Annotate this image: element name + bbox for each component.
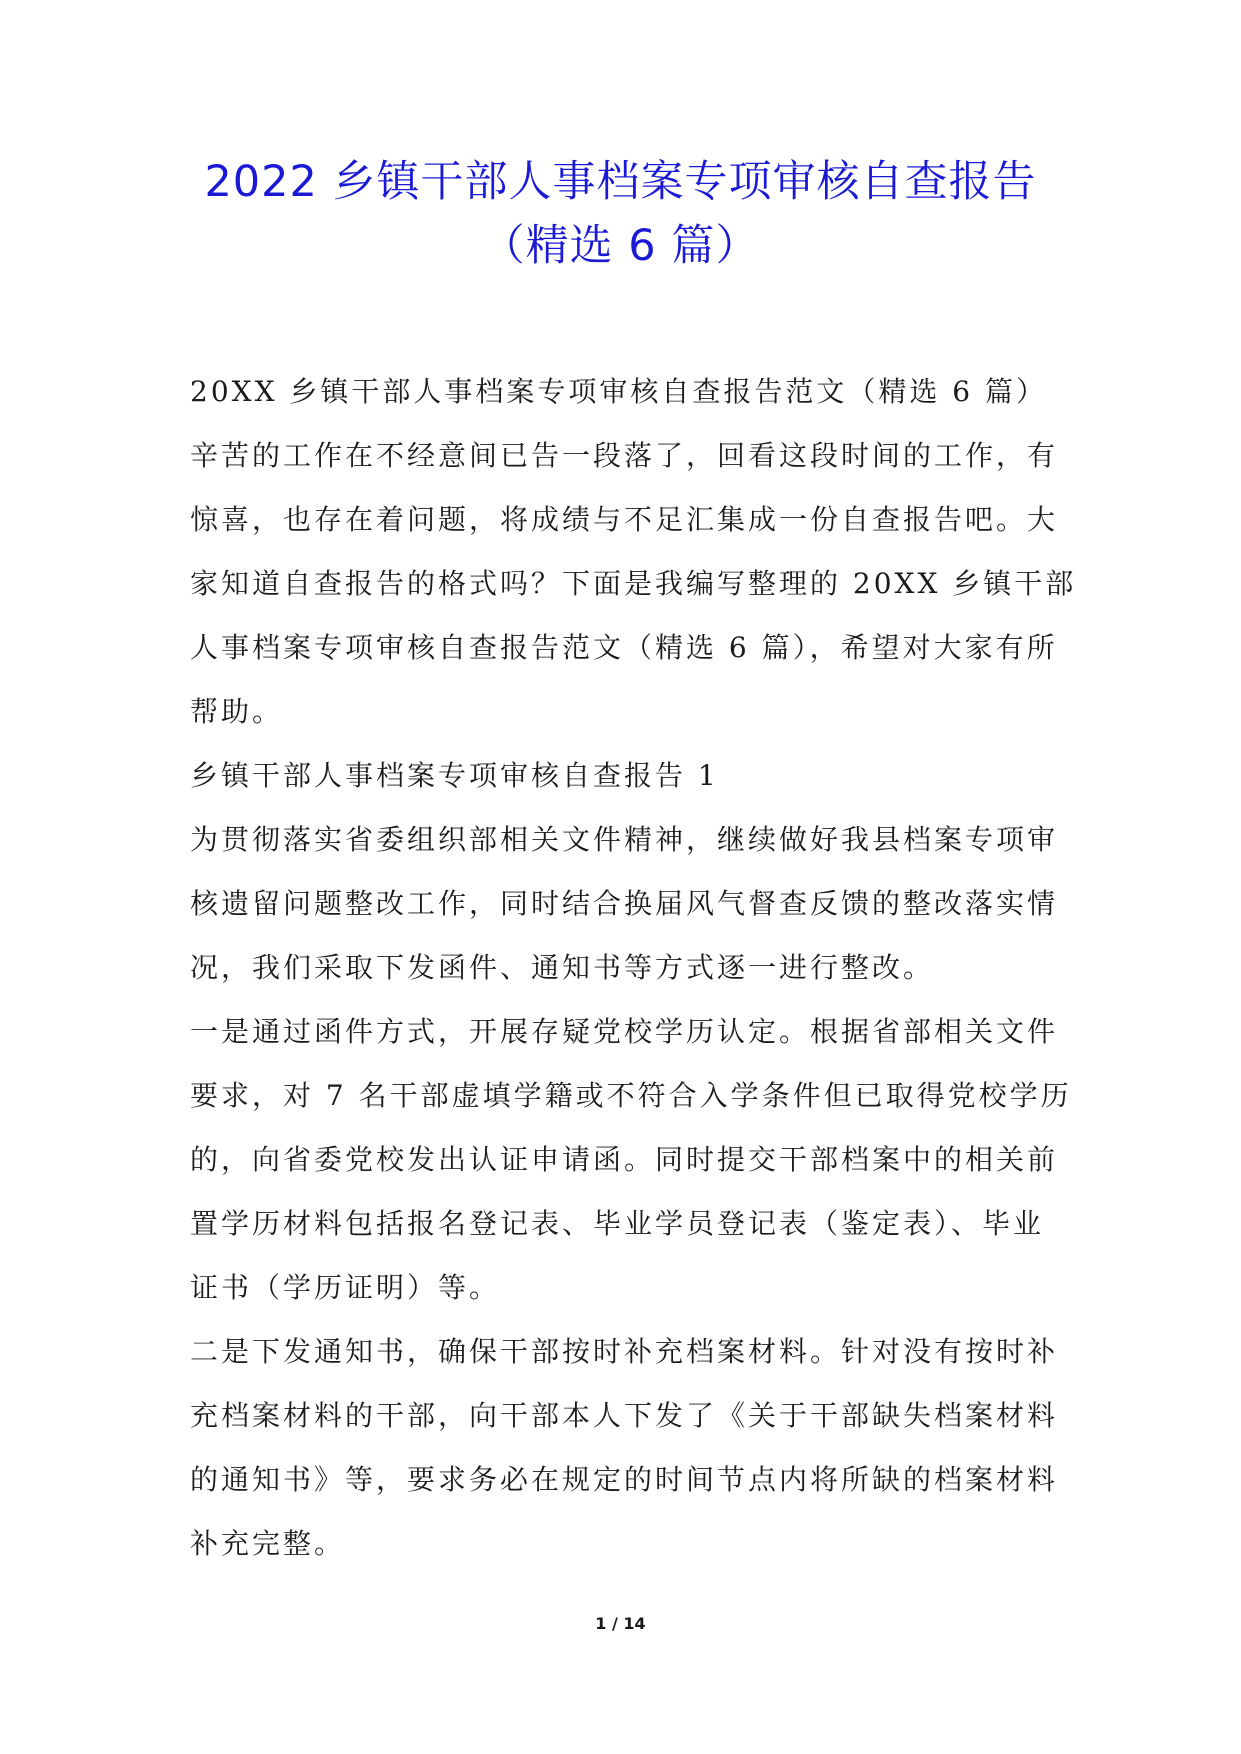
section-heading-report-1: [190, 744, 1058, 808]
document-title: [150, 150, 1091, 278]
text-line: 证书（学历证明）等。: [190, 1271, 501, 1304]
text-line: 惊喜，也存在着问题，将成绩与不足汇集成一份自查报告吧。大: [190, 503, 1059, 536]
text-line: 置学历材料包括报名登记表、毕业学员登记表（鉴定表）、毕业: [190, 1207, 1045, 1240]
text-line: 核遗留问题整改工作，同时结合换届风气督查反馈的整改落实情: [190, 887, 1059, 920]
paragraph-intro: [190, 424, 1077, 744]
text-line: 充档案材料的干部，向干部本人下发了《关于干部缺失档案材料: [190, 1399, 1059, 1432]
text-line: 补充完整。: [190, 1527, 346, 1560]
text-line: 的通知书》等，要求务必在规定的时间节点内将所缺的档案材料: [190, 1463, 1059, 1496]
text-line: 要求，对 7 名干部虚填学籍或不符合入学条件但已取得党校学历: [190, 1079, 1072, 1112]
text-line: 为贯彻落实省委组织部相关文件精神，继续做好我县档案专项审: [190, 823, 1059, 856]
paragraph-point-2: [190, 1320, 1058, 1576]
title-line-1: 2022 乡镇干部人事档案专项审核自查报告: [204, 157, 1037, 207]
text-line: 家知道自查报告的格式吗？下面是我编写整理的 20XX 乡镇干部: [190, 567, 1077, 600]
text-line: 况，我们采取下发函件、通知书等方式逐一进行整改。: [190, 951, 935, 984]
document-body: [190, 360, 1077, 1576]
text-line: 辛苦的工作在不经意间已告一段落了，回看这段时间的工作，有: [190, 439, 1059, 472]
paragraph-report-1: [190, 808, 1058, 1000]
text-line: 人事档案专项审核自查报告范文（精选 6 篇），希望对大家有所: [190, 631, 1058, 664]
text-line: 一是通过函件方式，开展存疑党校学历认定。根据省部相关文件: [190, 1015, 1059, 1048]
text-line: 的，向省委党校发出认证申请函。同时提交干部档案中的相关前: [190, 1143, 1059, 1176]
page-number: 1 / 14: [595, 1614, 646, 1633]
text-line: 20XX 乡镇干部人事档案专项审核自查报告范文（精选 6 篇）: [190, 375, 1048, 408]
title-line-2: （精选 6 篇）: [481, 221, 760, 271]
paragraph-intro-heading: [190, 360, 1058, 424]
paragraph-point-1: [190, 1000, 1072, 1320]
text-line: 二是下发通知书，确保干部按时补充档案材料。针对没有按时补: [190, 1335, 1059, 1368]
text-line: 乡镇干部人事档案专项审核自查报告 1: [190, 759, 719, 792]
text-line: 帮助。: [190, 695, 284, 728]
